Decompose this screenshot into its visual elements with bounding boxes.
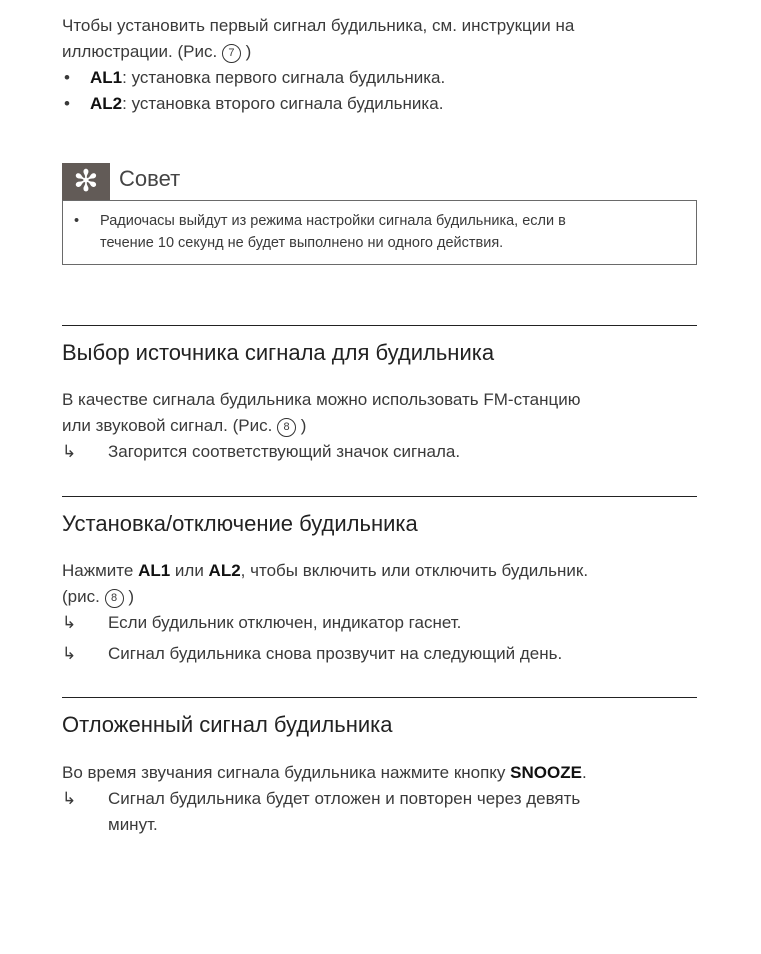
para-line — [62, 584, 702, 610]
result-arrow-icon: ↳ — [62, 644, 77, 663]
paren: ) — [128, 587, 134, 606]
result-item — [62, 786, 702, 812]
para-text: Нажмите — [62, 561, 139, 580]
bullet-text: : установка первого сигнала будильника. — [122, 68, 446, 87]
key-label: AL1 — [90, 68, 123, 87]
bullet-text: : установка второго сигнала будильника. — [122, 94, 444, 113]
section-heading: Выбор источника сигнала для будильника — [62, 340, 495, 365]
paren: ) — [300, 416, 307, 435]
figure-ref: 7 — [222, 44, 241, 63]
tip-box — [62, 200, 697, 265]
para-text: , чтобы включить или отключить будильник. — [240, 561, 589, 580]
section-heading: Отложенный сигнал будильника — [62, 712, 393, 737]
result-text: минут. — [108, 815, 158, 834]
section-body — [62, 760, 702, 838]
paren: ) — [245, 42, 252, 61]
result-text: Загорится соответствующий значок сигнала. — [108, 442, 461, 461]
para-line — [62, 558, 702, 584]
result-arrow-icon: ↳ — [62, 613, 77, 632]
figure-ref: 8 — [105, 589, 124, 608]
asterisk-icon: ✻ — [62, 163, 110, 200]
tip-label: Совет — [119, 166, 181, 191]
section-body — [62, 387, 702, 465]
para-text: или — [170, 561, 209, 580]
result-text: Сигнал будильника снова прозвучит на следующий день. — [108, 644, 563, 663]
para-line: В качестве сигнала будильника можно использовать FM-станцию — [62, 390, 581, 409]
para-text: (рис. — [62, 587, 100, 606]
divider — [62, 325, 697, 326]
para-line — [62, 413, 702, 439]
result-arrow-icon: ↳ — [62, 442, 77, 461]
figure-ref: 8 — [277, 418, 296, 437]
result-item — [62, 812, 702, 838]
key-label: AL2 — [90, 94, 123, 113]
result-item — [62, 610, 702, 636]
key-label: AL2 — [208, 561, 241, 580]
section-heading: Установка/отключение будильника — [62, 511, 418, 536]
result-item — [62, 641, 702, 667]
tip-text: • Радиочасы выйдут из режима настройки сигнала будильника, если в — [72, 210, 696, 232]
result-text: Если будильник отключен, индикатор гаснет. — [108, 613, 462, 632]
result-arrow-icon: ↳ — [62, 789, 77, 808]
divider — [62, 697, 697, 698]
key-label: SNOOZE — [510, 763, 582, 782]
section-body — [62, 558, 702, 667]
key-label: AL1 — [138, 561, 171, 580]
intro-line: Чтобы установить первый сигнал будильника, см. инструкции на — [62, 16, 575, 35]
bullet-item — [62, 91, 702, 117]
intro-section — [62, 13, 702, 117]
divider — [62, 496, 697, 497]
result-item — [62, 439, 702, 465]
intro-text: иллюстрации. (Рис. — [62, 42, 218, 61]
para-text: Во время звучания сигнала будильника нажмите кнопку — [62, 763, 511, 782]
intro-line — [62, 39, 702, 65]
para-text: . — [581, 763, 587, 782]
para-line — [62, 760, 702, 786]
bullet-item — [62, 65, 702, 91]
result-text: Сигнал будильника будет отложен и повторен через девять — [108, 789, 581, 808]
tip-text: течение 10 секунд не будет выполнено ни одного действия. — [100, 235, 504, 251]
para-text: или звуковой сигнал. (Рис. — [62, 416, 273, 435]
